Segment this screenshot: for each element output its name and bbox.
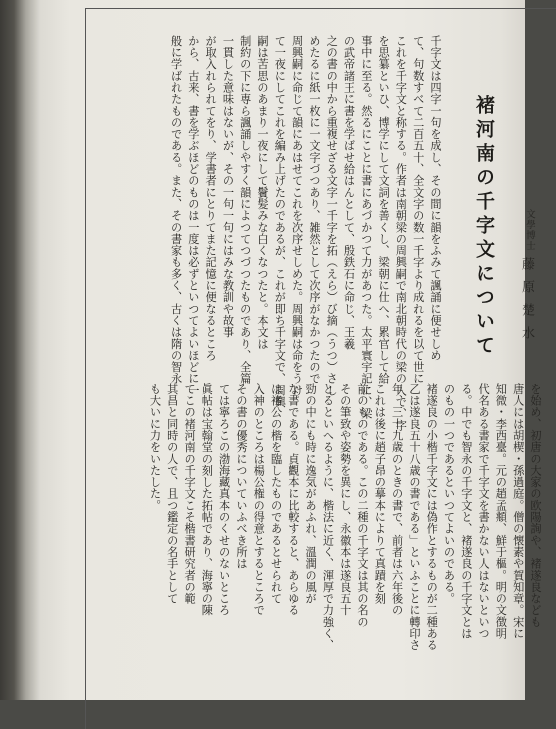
upper-line: を思纂といひ、博学にして文詞を善くし、梁朝に仕へ、累官して給 <box>377 35 391 385</box>
lower-line: 代名ある書家で千字文を書かない人はないといつ <box>477 383 491 640</box>
upper-line: て、句数すべて二百五十、全文字の数一千字より成れるを以て世に <box>411 35 425 385</box>
author-byline <box>517 209 536 349</box>
upper-line: て一夜にしてこれを編み上げたのであるが、これが即ち千字文で、周興 <box>273 35 287 408</box>
lower-line: 乙は遂良五十八歳の書である」といふことに轉印さ <box>407 383 421 651</box>
upper-line: が取入れられてをり、学書者にとりてまた記憶に便なるところ <box>204 35 218 362</box>
upper-line: から、古来、書を学ぶほどのものは一度は必ずといつてよいほどに一 <box>186 35 200 397</box>
lower-line: とるといへるように、楷法に近く、渾厚で力強く、 <box>321 383 335 651</box>
lower-line: ては寧ろこの渤海藏真本のくせのないところ <box>217 383 231 616</box>
lower-line: は褚公の楷を臨したものであるとせられて <box>269 383 283 605</box>
upper-line: 周興嗣に命じて韻にあはせてこれを次序せしめた。周興嗣は命をうけ <box>290 35 304 397</box>
lower-line: 年、三十九歳のときの書で、前者は六年後の <box>390 383 404 616</box>
upper-line: 事中に至る。然るにことに書にあづかつて力があつた。太平寰宇記に、梁 <box>359 35 373 420</box>
lower-line: その書の優秀についていふべき所は <box>234 383 248 570</box>
lower-line: その筆致や姿勢を異にし、永徽本は遂良五十 <box>338 383 352 616</box>
lower-line: な書である。貞觀本に比較すると、あらゆる <box>286 383 300 616</box>
lower-line: 入神のところは楊公権の得意とするところで <box>252 383 266 616</box>
lower-line: 前のものである。この二種の千字文は其の名の <box>356 383 370 628</box>
author-role: 文學博士 <box>524 209 535 251</box>
author-name: 藤原楚水 <box>519 257 534 349</box>
text-frame <box>85 8 556 729</box>
lower-line: る。中でも智永の千字文と、褚遂良の千字文とは <box>459 383 473 640</box>
upper-line: 嗣は苦思のあまり一夜にして鬢髪みな白くなつたと。本文は <box>256 35 270 350</box>
lower-line: も大いに力をいたした。 <box>148 383 162 512</box>
upper-line: 制約の下に専ら諷誦しやすく韻によつてつづつたものであり、全篇 <box>238 35 252 385</box>
upper-line: めたるに紙一枚に一文字づつあり、雑然として次序がなかつたので <box>307 35 321 385</box>
lower-line: のもの一つであるといつてよいのである。 <box>442 383 456 605</box>
lower-line: 勁の中にも時に逸気があふれ、溫潤の風が <box>304 383 318 605</box>
upper-line: 千字文は四字一句を成し、その間に韻をふみて諷誦に便せしめ <box>429 35 442 362</box>
lower-line: これは後に趙子昂の摹本によりて真蹟を刻 <box>373 383 387 605</box>
lower-line: 眞帖は宝翰堂の刻した拓帖であり、海寧の陳 <box>200 383 214 616</box>
upper-text-block <box>167 35 444 432</box>
upper-line: 之の書の中から重複せざる文字一千字を拓（えら）び摘（うつ）さし <box>325 35 339 397</box>
upper-line: 般に学ばれたものである。また、その書家も多く、古くは隋の智永 <box>169 35 183 385</box>
lower-line: てこの褚河南の千字文こそ楷書研究者の範 <box>183 383 197 605</box>
lower-line: 褚遂良の小楷千字文には偽作とするものが二種ある <box>425 383 439 651</box>
upper-line: これを千字文と称する。作者は南朝梁の周興嗣で南北朝時代の梁の人で、字 <box>394 35 408 432</box>
lower-line: 其昌と同時の人で、且つ鑑定の名手として <box>165 383 179 605</box>
lower-line: 唐人には胡楔・孫過庭。僧の懐素や賀知章。宋に <box>511 383 525 640</box>
upper-line: 一貫した意味はないが、その一句一句にはみな教訓や故事 <box>221 35 235 338</box>
lower-line: を始め、初唐の大家の欧陽詢や、褚遂良なども <box>529 383 542 628</box>
lower-line: 知微・李西臺。元の趙孟頫、鮮于樞。明の文徴明 <box>494 383 508 640</box>
article-title: 褚河南の千字文について <box>473 95 495 359</box>
upper-line: の武帝諸王に書を学ばせ給はんとして、殷鉄石に命じ、王羲 <box>342 35 356 350</box>
lower-text-block <box>146 383 544 708</box>
